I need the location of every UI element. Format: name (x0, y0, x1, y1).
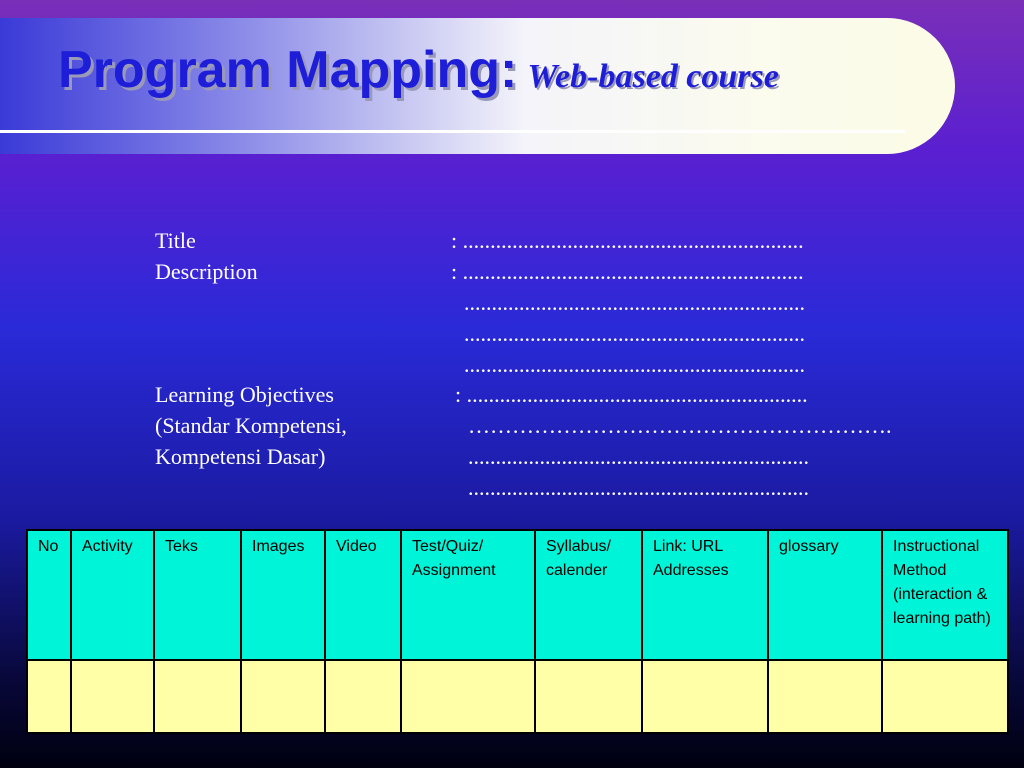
objectives-label-standar: (Standar Kompetensi, (155, 413, 347, 438)
column-header: No (27, 530, 71, 660)
objectives-field-line: .............................................................. (468, 475, 809, 500)
column-header: Images (241, 530, 325, 660)
table-cell (535, 660, 642, 733)
column-header: Instructional Method (interaction & learning path) (882, 530, 1008, 660)
objectives-field-line: .............................................................. (468, 444, 809, 469)
description-field-line: .............................................................. (464, 290, 805, 315)
program-mapping-table (26, 529, 1009, 734)
objectives-label-dasar: Kompetensi Dasar) (155, 444, 326, 469)
column-header: Activity (71, 530, 154, 660)
title-label: Title (155, 228, 196, 253)
objectives-label: Learning Objectives (155, 382, 334, 407)
description-field-line: .............................................................. (464, 321, 805, 346)
table-cell (642, 660, 768, 733)
table-cell (768, 660, 882, 733)
description-field-line: : .............................................................. (451, 259, 804, 284)
table-cell (325, 660, 401, 733)
description-field-line: .............................................................. (464, 352, 805, 377)
table-cell (241, 660, 325, 733)
column-header: Teks (154, 530, 241, 660)
title-field-line: : .............................................................. (451, 228, 804, 253)
title-underline (0, 130, 905, 133)
slide-title (58, 40, 779, 100)
column-header: Syllabus/ calender (535, 530, 642, 660)
page-subtitle: Web-based course (527, 58, 779, 95)
table-header-row (27, 530, 1008, 660)
objectives-field-line: …………………………………………………. (468, 413, 892, 438)
objectives-field-line: : .............................................................. (455, 382, 808, 407)
column-header: Test/Quiz/ Assignment (401, 530, 535, 660)
column-header: Link: URL Addresses (642, 530, 768, 660)
column-header: glossary (768, 530, 882, 660)
table-cell (882, 660, 1008, 733)
table-cell (401, 660, 535, 733)
table-cell (71, 660, 154, 733)
description-label: Description (155, 259, 258, 284)
table-cell (27, 660, 71, 733)
table-cell (154, 660, 241, 733)
table-row (27, 660, 1008, 733)
column-header: Video (325, 530, 401, 660)
page-title: Program Mapping: (58, 41, 518, 99)
